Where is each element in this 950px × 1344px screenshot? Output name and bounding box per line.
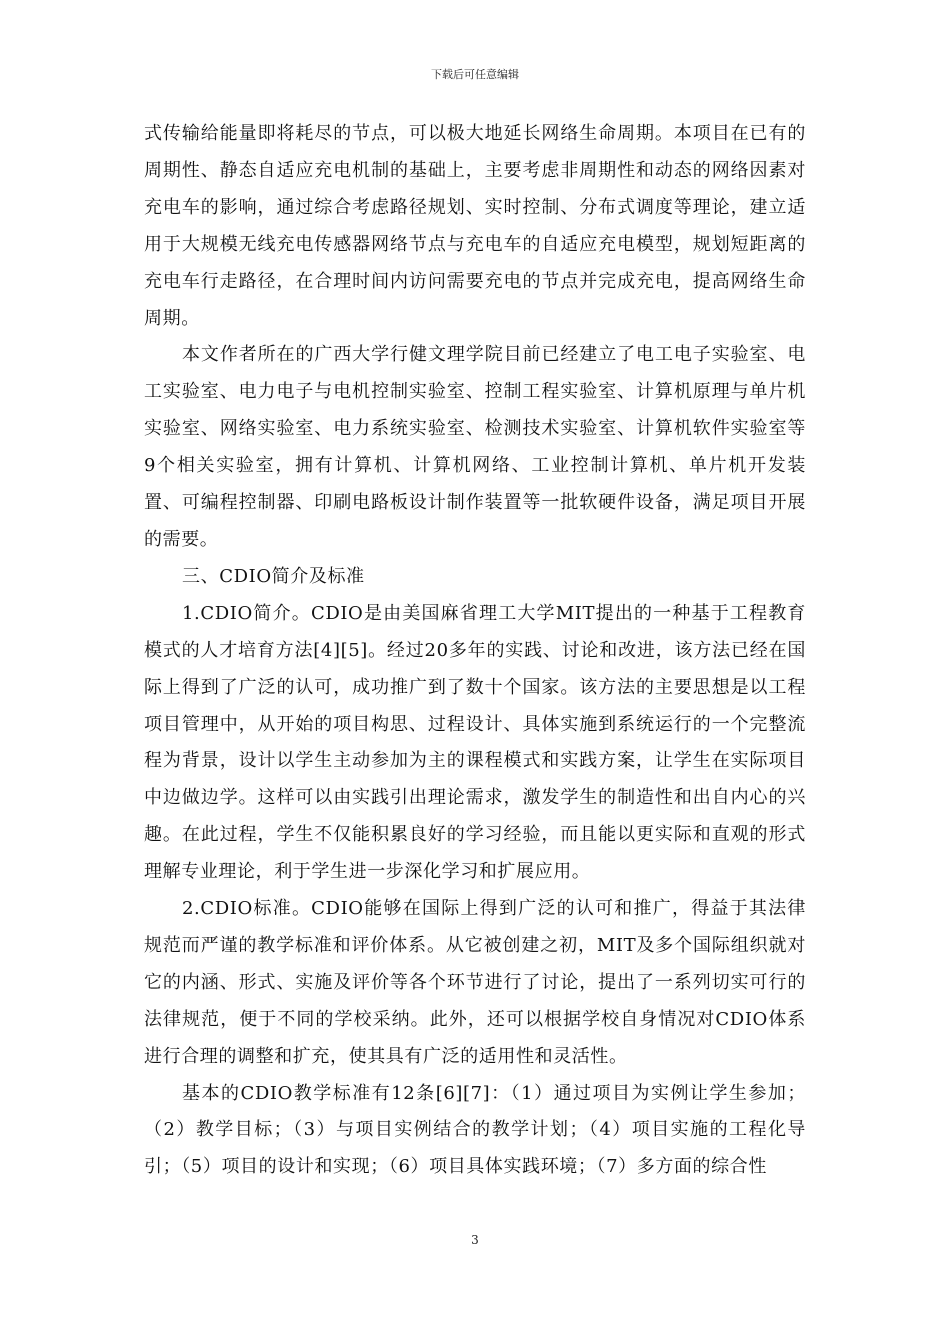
paragraph-cdio-intro: 1.CDIO简介。CDIO是由美国麻省理工大学MIT提出的一种基于工程教育模式的人才培育方法[4][5]。经过20多年的实践、讨论和改进，该方法已经在国际上得到了广泛的认可，成功推广到了数十个国家。该方法的主要思想是以工程项目管理中，从开始的项目构思、过程设计、具体实施到系统运行的一个完整流程为背景，设计以学生主动参加为主的课程模式和实践方案，让学生在实际项目中边做边学。这样可以由实践引出理论需求，激发学生的制造性和出自内心的兴趣。在此过程，学生不仅能积累良好的学习经验，而且能以更实际和直观的形式理解专业理论，利于学生进一步深化学习和扩展应用。	[144, 602, 806, 883]
paragraph-cdio-12-standards: 基本的CDIO教学标准有12条[6][7]：（1）通过项目为实例让学生参加；（2）教学目标；（3）与项目实例结合的教学计划；（4）项目实施的工程化导引；（5）项目的设计和实现；（6）项目具体实践环境；（7）多方面的综合性	[144, 1082, 806, 1178]
section-heading-cdio: 三、CDIO简介及标准	[182, 565, 365, 587]
paragraph-network-lifetime: 式传输给能量即将耗尽的节点，可以极大地延长网络生命周期。本项目在已有的周期性、静态自适应充电机制的基础上，主要考虑非周期性和动态的网络因素对充电车的影响，通过综合考虑路径规划、实时控制、分布式调度等理论，建立适用于大规模无线充电传感器网络节点与充电车的自适应充电模型，规划短距离的充电车行走路径，在合理时间内访问需要充电的节点并完成充电，提高网络生命周期。	[144, 123, 806, 329]
page-header: 下载后可任意编辑	[431, 68, 519, 81]
document-body	[144, 116, 806, 1186]
paragraph-laboratories: 本文作者所在的广西大学行健文理学院目前已经建立了电工电子实验室、电工实验室、电力电子与电机控制实验室、控制工程实验室、计算机原理与单片机实验室、网络实验室、电力系统实验室、检测技术实验室、计算机软件实验室等9个相关实验室，拥有计算机、计算机网络、工业控制计算机、单片机开发装置、可编程控制器、印刷电路板设计制作装置等一批软硬件设备，满足项目开展的需要。	[144, 344, 806, 550]
page-number: 3	[471, 1233, 479, 1247]
paragraph-cdio-standard: 2.CDIO标准。CDIO能够在国际上得到广泛的认可和推广，得益于其法律规范而严谨的教学标准和评价体系。从它被创建之初，MIT及多个国际组织就对它的内涵、形式、实施及评价等各个环节进行了讨论，提出了一系列切实可行的法律规范，便于不同的学校采纳。此外，还可以根据学校自身情况对CDIO体系进行合理的调整和扩充，使其具有广泛的适用性和灵活性。	[144, 898, 806, 1067]
